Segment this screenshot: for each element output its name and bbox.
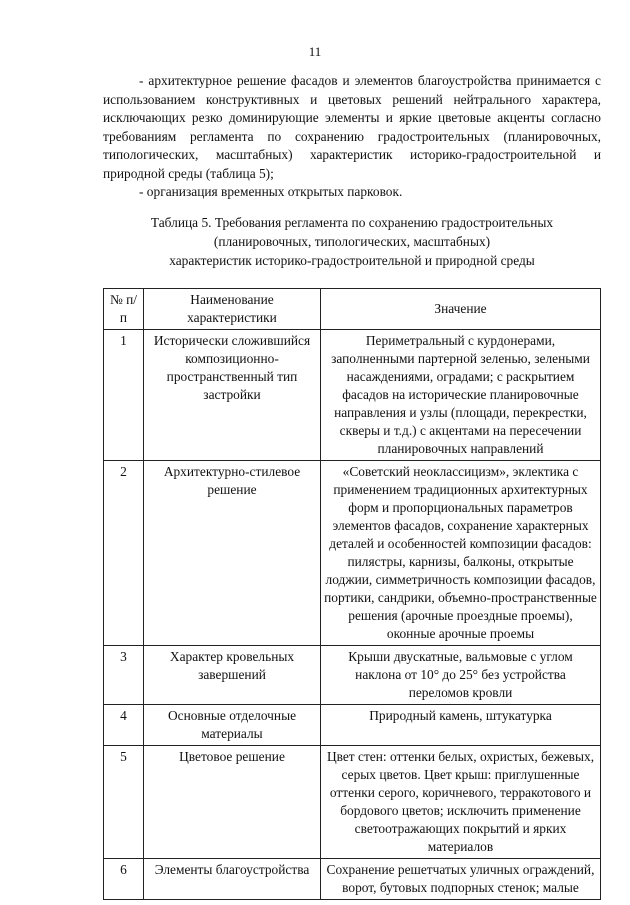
table-row [104,330,601,461]
row-name: Основные отделочные материалы [144,705,321,746]
requirements-table [103,288,601,900]
row-value: Цвет стен: оттенки белых, охристых, бежевых, серых цветов. Цвет крыш: приглушенные оттенки серого, коричневого, терракотового и бордового цветов; исключить применение светоотражающих покрытий и ярких материалов [321,746,601,859]
row-name: Цветовое решение [144,746,321,859]
caption-line-2: (планировочных, типологических, масштабных) [213,234,491,249]
header-value: Значение [321,289,601,330]
row-value: Периметральный с курдонерами, заполненными партерной зеленью, зелеными насаждениями, оградами; с раскрытием фасадов на исторические планировочные направления и узлы (площади, перекрестки, скверы и т.д.) с акцентами на пересечении планировочных направлений [321,330,601,461]
row-num: 2 [104,461,144,646]
row-num: 6 [104,859,144,900]
table-row [104,746,601,859]
row-value: Природный камень, штукатурка [321,705,601,746]
table-header-row [104,289,601,330]
page-number: 11 [308,44,322,59]
row-name: Архитектурно-стилевое решение [144,461,321,646]
row-name: Исторически сложившийся композиционно-пространственный тип застройки [144,330,321,461]
table-row [104,461,601,646]
header-name: Наименование характеристики [144,289,321,330]
row-num: 4 [104,705,144,746]
row-num: 3 [104,646,144,705]
intro-text [103,72,601,202]
row-num: 5 [104,746,144,859]
table-caption [103,213,601,270]
header-num: № п/п [104,289,144,330]
table-row [104,646,601,705]
row-value: «Советский неоклассицизм», эклектика с применением традиционных архитектурных форм и пропорциональных параметров элементов фасадов, сохранение характерных деталей и особенностей композиции фасадов: пилястры, карнизы, балконы, открытые лоджии, симметричность композиции фасадов, портики, сандрики, объемно-пространственные решения (арочные проездные проемы), оконные арочные проемы [321,461,601,646]
row-num: 1 [104,330,144,461]
row-value: Сохранение решетчатых уличных ограждений, ворот, бутовых подпорных стенок; малые [321,859,601,900]
intro-paragraph-2: - организация временных открытых парковок. [139,184,403,199]
row-name: Элементы благоустройства [144,859,321,900]
row-name: Характер кровельных завершений [144,646,321,705]
intro-paragraph-1: - архитектурное решение фасадов и элементов благоустройства принимается с использованием конструктивных и цветовых решений нейтрального характера, исключающих резко доминирующие элементы и яркие цветовые акценты согласно требованиям регламента по сохранению градостроительных (планировочных, типологических, масштабных) характеристик историко-градостроительной и природной среды (таблица 5); [103,73,601,181]
caption-line-3: характеристик историко-градостроительной и природной среды [169,253,535,268]
row-value: Крыши двускатные, вальмовые с углом наклона от 10° до 25° без устройства переломов кровли [321,646,601,705]
table-row [104,705,601,746]
table-row [104,859,601,900]
caption-line-1: Таблица 5. Требования регламента по сохранению градостроительных [150,215,554,230]
